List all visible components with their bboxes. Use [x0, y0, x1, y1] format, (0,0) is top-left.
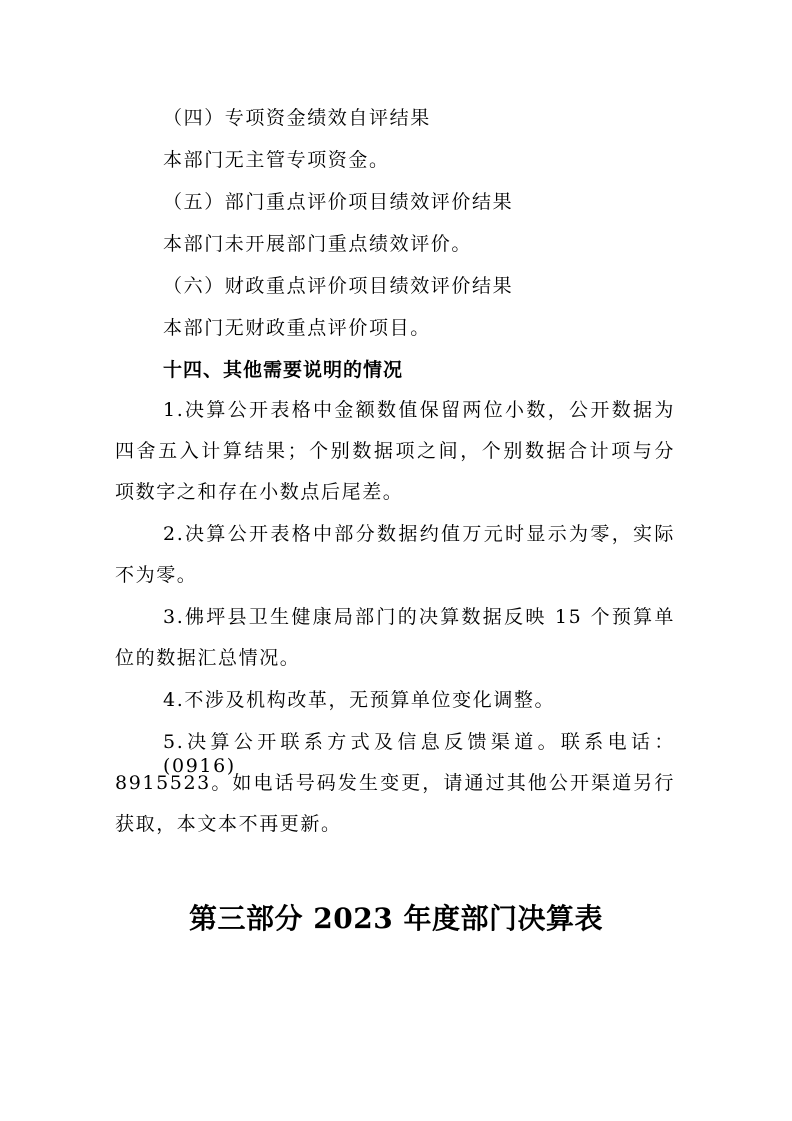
item-5-line-3: 获取，本文本不再更新。 [115, 813, 342, 835]
section-6-title: （六）财政重点评价项目绩效评价结果 [163, 275, 514, 297]
item-1-line-2: 四舍五入计算结果；个别数据项之间，个别数据合计项与分 [115, 440, 675, 462]
section-6-body: 本部门无财政重点评价项目。 [163, 317, 431, 339]
item-3-line-2: 位的数据汇总情况。 [115, 647, 301, 669]
section-4-body: 本部门无主管专项资金。 [163, 149, 390, 171]
item-4-line-1: 4.不涉及机构改革，无预算单位变化调整。 [163, 689, 556, 711]
part-3-title: 第三部分 2023 年度部门决算表 [189, 902, 603, 935]
item-1-line-3: 项数字之和存在小数点后尾差。 [115, 481, 404, 503]
item-1-line-1: 1.决算公开表格中金额数值保留两位小数，公开数据为 [163, 399, 675, 421]
section-5-body: 本部门未开展部门重点绩效评价。 [163, 233, 473, 255]
item-2-line-1: 2.决算公开表格中部分数据约值万元时显示为零，实际 [163, 523, 675, 545]
section-4-title: （四）专项资金绩效自评结果 [163, 107, 431, 129]
section-14-heading: 十四、其他需要说明的情况 [163, 359, 404, 381]
item-2-line-2: 不为零。 [115, 564, 198, 586]
item-5-line-2: 8915523。如电话号码发生变更，请通过其他公开渠道另行 [115, 772, 675, 794]
item-3-line-1: 3.佛坪县卫生健康局部门的决算数据反映 15 个预算单 [163, 606, 675, 628]
section-5-title: （五）部门重点评价项目绩效评价结果 [163, 191, 514, 213]
item-5-line-1: 5.决算公开联系方式及信息反馈渠道。联系电话：(0916) [163, 731, 675, 777]
